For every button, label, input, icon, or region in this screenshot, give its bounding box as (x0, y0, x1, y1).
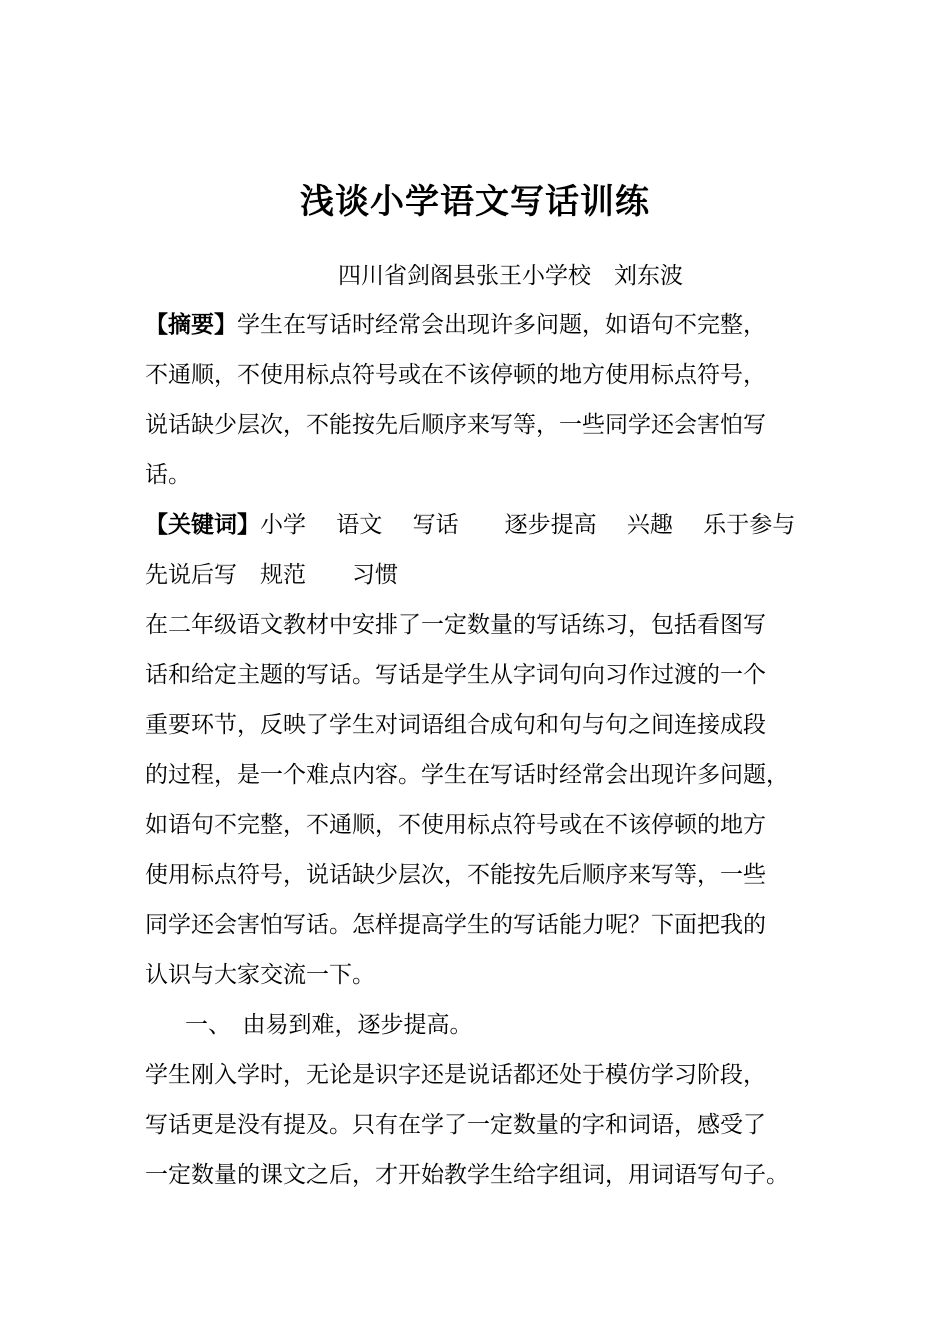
keywords-label: 【关键词】 (145, 512, 260, 538)
keywords-line-2: 先说后写 规范 习惯 (145, 562, 398, 588)
keywords-text: 小学 语文 写话 逐步提高 兴趣 乐于参与 (260, 512, 796, 538)
keywords-line-1 (145, 500, 825, 550)
abstract-label: 【摘要】 (145, 312, 237, 338)
intro-line-5: 如语句不完整，不通顺，不使用标点符号或在不该停顿的地方 (145, 812, 766, 838)
intro-line-8: 认识与大家交流一下。 (145, 962, 375, 988)
abstract-line-1 (145, 300, 825, 350)
section-line-1: 学生刚入学时，无论是识字还是说话都还处于模仿学习阶段， (145, 1062, 766, 1088)
author-line: 四川省剑阁县张王小学校 刘东波 (338, 263, 683, 289)
abstract-line-2: 不通顺，不使用标点符号或在不该停顿的地方使用标点符号， (145, 362, 766, 388)
abstract-line-4: 话。 (145, 462, 191, 488)
section-line-3: 一定数量的课文之后，才开始教学生给字组词，用词语写句子。 (145, 1162, 789, 1188)
abstract-line-3: 说话缺少层次，不能按先后顺序来写等，一些同学还会害怕写 (145, 412, 766, 438)
document-title: 浅谈小学语文写话训练 (300, 182, 650, 222)
section-heading: 一、 由易到难，逐步提高。 (185, 1012, 473, 1038)
intro-line-1: 在二年级语文教材中安排了一定数量的写话练习，包括看图写 (145, 612, 766, 638)
intro-line-6: 使用标点符号，说话缺少层次，不能按先后顺序来写等，一些 (145, 862, 766, 888)
intro-line-3: 重要环节，反映了学生对词语组合成句和句与句之间连接成段 (145, 712, 766, 738)
intro-line-4: 的过程，是一个难点内容。学生在写话时经常会出现许多问题， (145, 762, 789, 788)
abstract-text: 学生在写话时经常会出现许多问题，如语句不完整， (237, 312, 766, 338)
intro-line-2: 话和给定主题的写话。写话是学生从字词句向习作过渡的一个 (145, 662, 766, 688)
intro-line-7: 同学还会害怕写话。怎样提高学生的写话能力呢？下面把我的 (145, 912, 766, 938)
document-body (145, 300, 825, 1200)
section-line-2: 写话更是没有提及。只有在学了一定数量的字和词语，感受了 (145, 1112, 766, 1138)
